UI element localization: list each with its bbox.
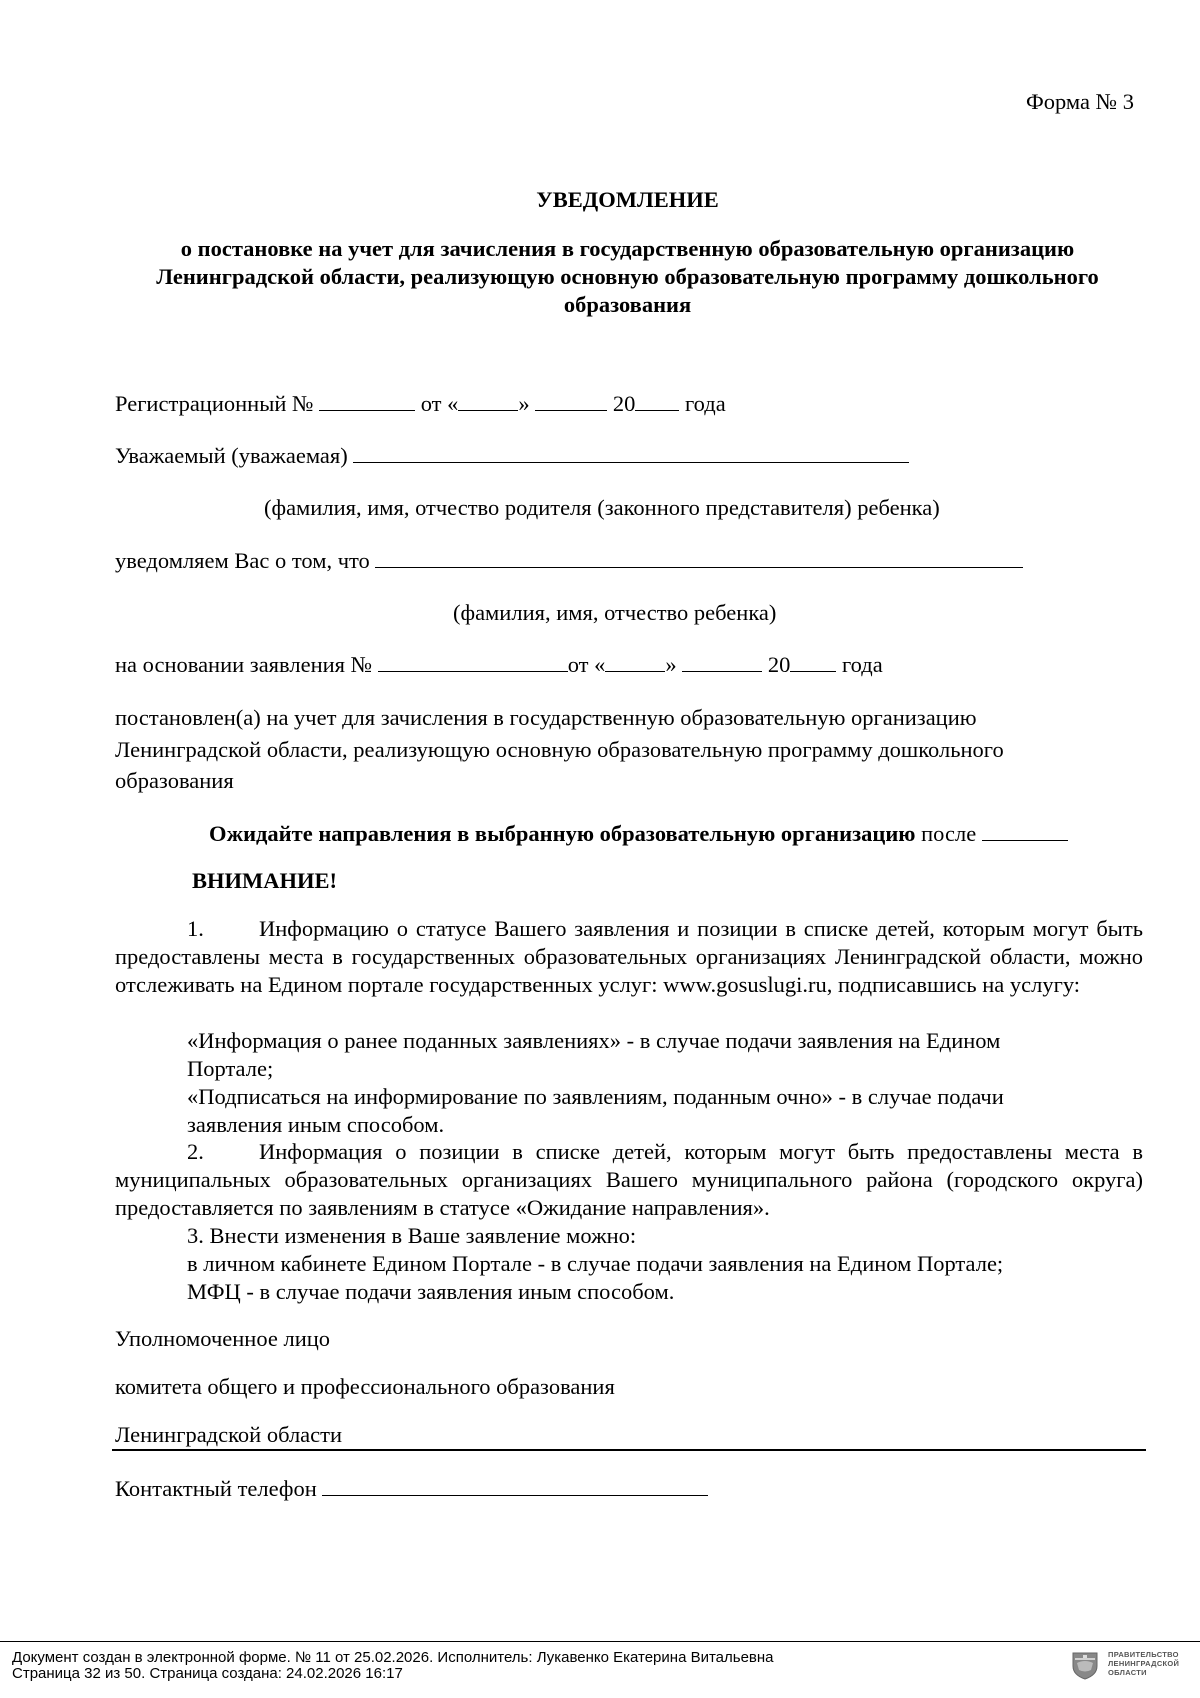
application-label: на основании заявления № xyxy=(115,652,373,677)
parent-name-field[interactable] xyxy=(353,461,909,463)
notify-label: уведомляем Вас о том, что xyxy=(115,548,370,573)
registration-number-field[interactable] xyxy=(319,409,415,411)
registration-from: от « xyxy=(420,391,459,416)
application-year-suffix: года xyxy=(842,652,883,677)
registration-year-prefix: 20 xyxy=(612,391,636,416)
application-from: от « xyxy=(567,652,606,677)
item3-heading: 3. Внести изменения в Ваше заявление можно: xyxy=(187,1223,637,1248)
notify-line xyxy=(115,547,1023,575)
form-number: Форма № 3 xyxy=(1026,89,1134,114)
item1-sub-a-line-2: Портале; xyxy=(187,1056,274,1081)
item1-sub-b-line-2: заявления иным способом. xyxy=(187,1112,445,1137)
item2-paragraph xyxy=(115,1138,1143,1222)
footer-line-2: Страница 32 из 50. Страница создана: 24.02.2026 16:17 xyxy=(12,1665,403,1682)
application-number-field[interactable] xyxy=(378,670,568,672)
logo-text-line-1: ПРАВИТЕЛЬСТВО xyxy=(1108,1650,1179,1659)
document-title: УВЕДОМЛЕНИЕ xyxy=(536,187,719,212)
application-month-field[interactable] xyxy=(682,670,762,672)
dear-label: Уважаемый (уважаемая) xyxy=(115,443,348,468)
attention-heading: ВНИМАНИЕ! xyxy=(192,868,337,893)
wait-date-field[interactable] xyxy=(982,839,1068,841)
item1-text: Информацию о статусе Вашего заявления и позиции в списке детей, которым могут быть предоставлены места в государственных образовательных организациях Ленинградской области, можно отслеживать на Едином портале государственных услуг: www.gosuslugi.ru, подписавшись на услугу: xyxy=(115,916,1143,997)
registration-year-field[interactable] xyxy=(635,409,679,411)
government-emblem-icon xyxy=(1071,1650,1099,1680)
footer-line-1: Документ создан в электронной форме. № 11 от 25.02.2026. Исполнитель: Лукавенко Екатерина Витальевна xyxy=(12,1649,774,1666)
phone-field[interactable] xyxy=(322,1494,708,1496)
notify-hint: (фамилия, имя, отчество ребенка) xyxy=(453,600,777,625)
registration-month-field[interactable] xyxy=(535,409,607,411)
child-name-field[interactable] xyxy=(375,566,1023,568)
item3-sub-b: МФЦ - в случае подачи заявления иным способом. xyxy=(187,1279,675,1304)
application-close-quote: » xyxy=(665,652,677,677)
item1-number: 1. xyxy=(187,916,204,941)
item1-sub-a-line-1: «Информация о ранее поданных заявлениях» - в случае подачи заявления на Едином xyxy=(187,1028,1001,1053)
dear-line xyxy=(115,442,909,470)
registration-label: Регистрационный № xyxy=(115,391,314,416)
registration-day-field[interactable] xyxy=(458,409,518,411)
wait-line xyxy=(209,820,1068,848)
logo-text-line-2: ЛЕНИНГРАДСКОЙ xyxy=(1108,1659,1180,1668)
item3-sub-a: в личном кабинете Едином Портале - в случае подачи заявления на Едином Портале; xyxy=(187,1251,1004,1276)
phone-label: Контактный телефон xyxy=(115,1476,317,1501)
item1-sub-b-line-1: «Подписаться на информирование по заявлениям, поданным очно» - в случае подачи xyxy=(187,1084,1004,1109)
signature-line-3: Ленинградской области xyxy=(115,1422,343,1447)
item1-paragraph xyxy=(115,915,1143,999)
signature-line-1: Уполномоченное лицо xyxy=(115,1326,331,1351)
registered-line-3: образования xyxy=(115,768,234,793)
wait-bold: Ожидайте направления в выбранную образовательную организацию xyxy=(209,821,916,846)
application-year-prefix: 20 xyxy=(767,652,791,677)
subtitle-line-3: образования xyxy=(563,292,692,317)
application-line xyxy=(115,651,883,679)
footer-rule xyxy=(0,1641,1200,1642)
subtitle-line-1: о постановке на учет для зачисления в государственную образовательную организацию xyxy=(180,236,1075,261)
government-logo-text xyxy=(1108,1650,1179,1677)
registered-line-2: Ленинградской области, реализующую основную образовательную программу дошкольного xyxy=(115,737,1004,762)
registration-close-quote: » xyxy=(518,391,530,416)
item2-text: Информация о позиции в списке детей, которым могут быть предоставлены места в муниципальных образовательных организациях Вашего муниципального района (городского округа) предоставляется по заявлениям в статусе «Ожидание направления». xyxy=(115,1139,1143,1220)
logo-text-line-3: ОБЛАСТИ xyxy=(1108,1668,1147,1677)
application-year-field[interactable] xyxy=(790,670,836,672)
application-day-field[interactable] xyxy=(605,670,665,672)
dear-hint: (фамилия, имя, отчество родителя (законного представителя) ребенка) xyxy=(264,495,940,520)
phone-line xyxy=(115,1475,708,1503)
registration-line xyxy=(115,390,726,418)
wait-normal: после xyxy=(921,821,977,846)
signature-line-2: комитета общего и профессионального образования xyxy=(115,1374,615,1399)
item2-number: 2. xyxy=(187,1139,204,1164)
subtitle-line-2: Ленинградской области, реализующую основную образовательную программу дошкольного xyxy=(156,264,1099,289)
registered-line-1: постановлен(а) на учет для зачисления в государственную образовательную организацию xyxy=(115,705,977,730)
signature-rule xyxy=(112,1449,1146,1451)
registration-year-suffix: года xyxy=(685,391,726,416)
